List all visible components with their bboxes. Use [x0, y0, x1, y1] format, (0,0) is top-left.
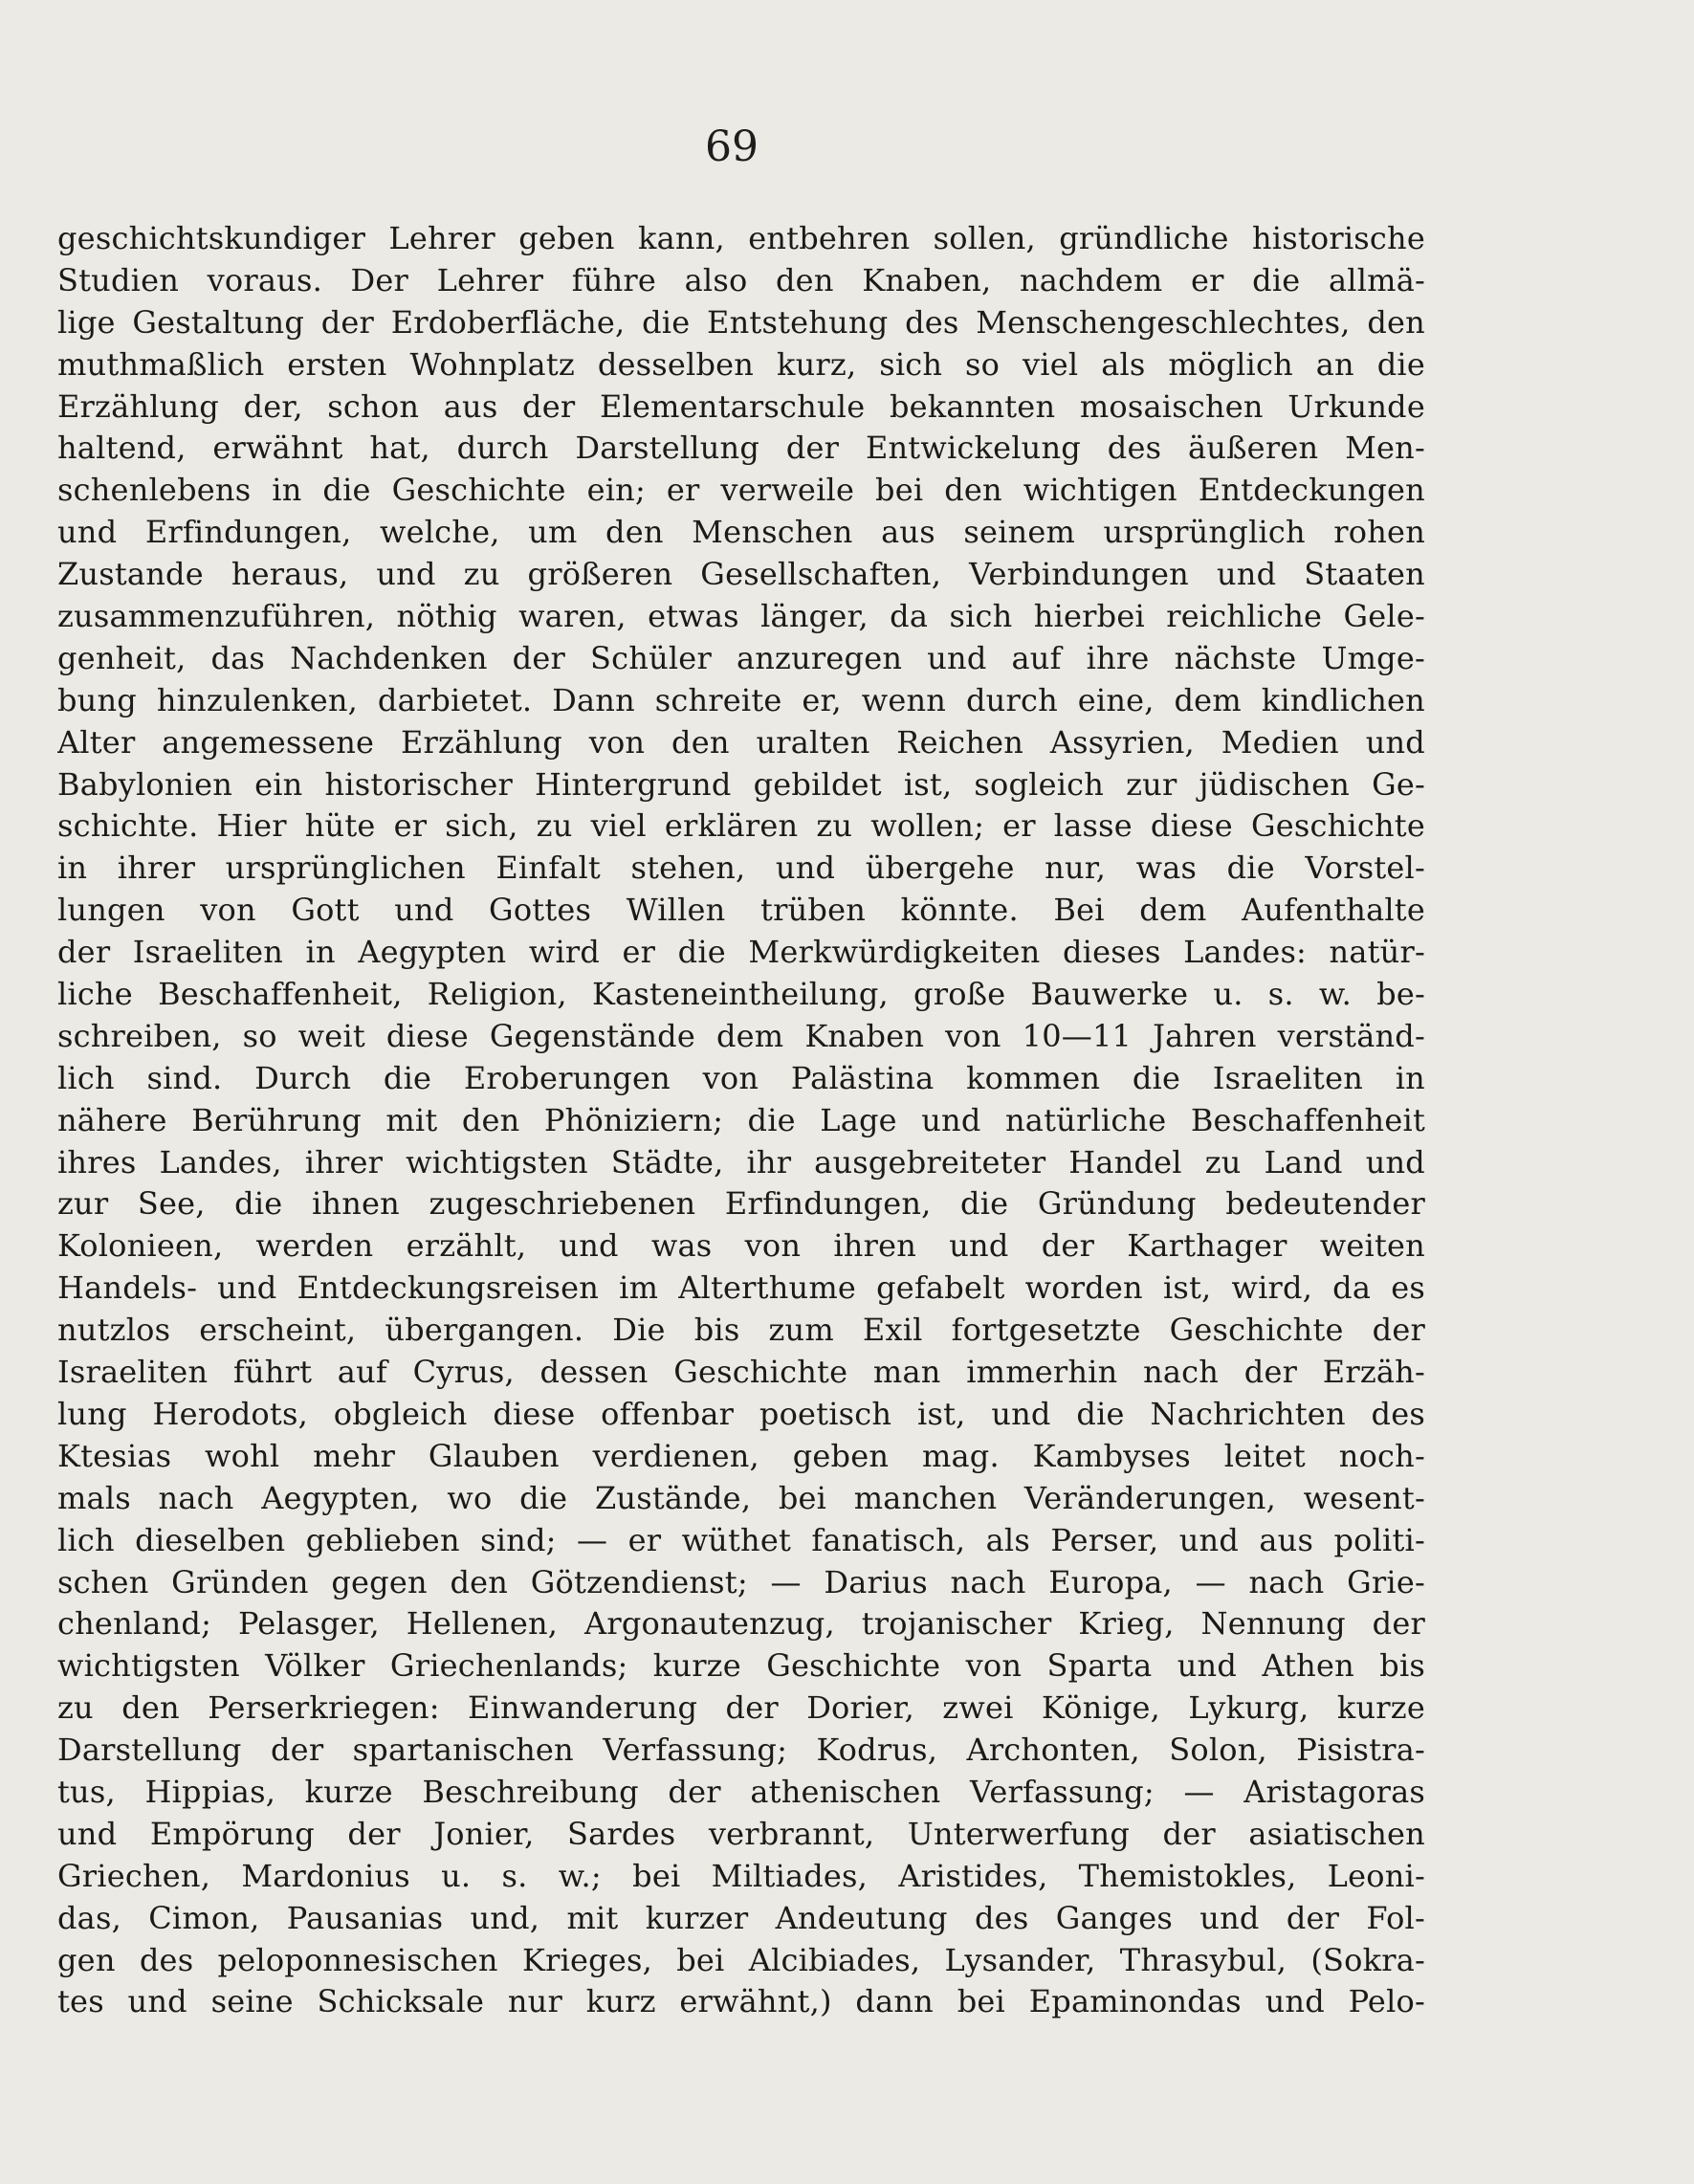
text-line: Studien voraus. Der Lehrer führe also den Knaben, nachdem er die allmä-	[57, 261, 1425, 298]
text-line: liche Beschaffenheit, Religion, Kasteneintheilung, große Bauwerke u. s. w. be-	[57, 976, 1425, 1013]
text-line: Griechen, Mardonius u. s. w.; bei Miltiades, Aristides, Themistokles, Leoni-	[57, 1857, 1425, 1894]
text-line: mals nach Aegypten, wo die Zustände, bei manchen Veränderungen, wesent-	[57, 1479, 1425, 1516]
text-line: Handels- und Entdeckungsreisen im Alterthume gefabelt worden ist, wird, da es	[57, 1269, 1425, 1307]
body-text	[57, 218, 1425, 2023]
text-line: nutzlos erscheint, übergangen. Die bis zum Exil fortgesetzte Geschichte der	[57, 1312, 1425, 1349]
text-line: haltend, erwähnt hat, durch Darstellung der Entwickelung des äußeren Men-	[57, 430, 1425, 467]
text-line: lung Herodots, obgleich diese offenbar poetisch ist, und die Nachrichten des	[57, 1395, 1425, 1432]
text-line: schreiben, so weit diese Gegenstände dem Knaben von 10—11 Jahren verständ-	[57, 1017, 1425, 1054]
text-line: gen des peloponnesischen Krieges, bei Alcibiades, Lysander, Thrasybul, (Sokra-	[57, 1941, 1425, 1978]
text-line: ihres Landes, ihrer wichtigsten Städte, ihr ausgebreiteter Handel zu Land und	[57, 1143, 1425, 1180]
text-line: schichte. Hier hüte er sich, zu viel erklären zu wollen; er lasse diese Geschichte	[57, 807, 1425, 845]
text-line: Israeliten führt auf Cyrus, dessen Geschichte man immerhin nach der Erzäh-	[57, 1354, 1425, 1391]
text-line: genheit, das Nachdenken der Schüler anzuregen und auf ihre nächste Umge-	[57, 639, 1425, 676]
text-line: lich dieselben geblieben sind; — er wüthet fanatisch, als Perser, und aus politi-	[57, 1521, 1425, 1558]
text-line: schen Gründen gegen den Götzendienst; — Darius nach Europa, — nach Grie-	[57, 1563, 1425, 1600]
text-line: bung hinzulenken, darbietet. Dann schreite er, wenn durch eine, dem kindlichen	[57, 681, 1425, 718]
text-line: Kolonieen, werden erzählt, und was von ihren und der Karthager weiten	[57, 1227, 1425, 1265]
text-line: schenlebens in die Geschichte ein; er verweile bei den wichtigen Entdeckungen	[57, 472, 1425, 509]
text-line: lige Gestaltung der Erdoberfläche, die Entstehung des Menschengeschlechtes, den	[57, 303, 1425, 341]
page-number: 69	[705, 122, 759, 171]
text-line: chenland; Pelasger, Hellenen, Argonautenzug, trojanischer Krieg, Nennung der	[57, 1605, 1425, 1643]
text-line: Darstellung der spartanischen Verfassung; Kodrus, Archonten, Solon, Pisistra-	[57, 1732, 1425, 1769]
text-line: Erzählung der, schon aus der Elementarschule bekannten mosaischen Urkunde	[57, 387, 1425, 425]
text-line: in ihrer ursprünglichen Einfalt stehen, und übergehe nur, was die Vorstel-	[57, 849, 1425, 887]
text-line: tus, Hippias, kurze Beschreibung der athenischen Verfassung; — Aristagoras	[57, 1773, 1425, 1810]
text-line: Zustande heraus, und zu größeren Gesellschaften, Verbindungen und Staaten	[57, 556, 1425, 593]
text-line: und Erfindungen, welche, um den Menschen aus seinem ursprünglich rohen	[57, 514, 1425, 551]
text-line: wichtigsten Völker Griechenlands; kurze Geschichte von Sparta und Athen bis	[57, 1647, 1425, 1685]
text-line: zu den Perserkriegen: Einwanderung der Dorier, zwei Könige, Lykurg, kurze	[57, 1689, 1425, 1727]
text-line: lungen von Gott und Gottes Willen trüben könnte. Bei dem Aufenthalte	[57, 892, 1425, 929]
text-line: zusammenzuführen, nöthig waren, etwas länger, da sich hierbei reichliche Gele-	[57, 598, 1425, 635]
text-line: der Israeliten in Aegypten wird er die Merkwürdigkeiten dieses Landes: natür-	[57, 934, 1425, 971]
text-line: muthmaßlich ersten Wohnplatz desselben kurz, sich so viel als möglich an die	[57, 345, 1425, 383]
text-line: nähere Berührung mit den Phöniziern; die Lage und natürliche Beschaffenheit	[57, 1101, 1425, 1138]
text-line: Babylonien ein historischer Hintergrund gebildet ist, sogleich zur jüdischen Ge-	[57, 765, 1425, 803]
text-line: geschichtskundiger Lehrer geben kann, entbehren sollen, gründliche historische	[57, 220, 1425, 256]
text-line: Ktesias wohl mehr Glauben verdienen, geben mag. Kambyses leitet noch-	[57, 1437, 1425, 1474]
text-line: das, Cimon, Pausanias und, mit kurzer Andeutung des Ganges und der Fol-	[57, 1899, 1425, 1936]
text-line: Alter angemessene Erzählung von den uralten Reichen Assyrien, Medien und	[57, 723, 1425, 761]
text-line: und Empörung der Jonier, Sardes verbrannt, Unterwerfung der asiatischen	[57, 1815, 1425, 1852]
text-line: zur See, die ihnen zugeschriebenen Erfindungen, die Gründung bedeutender	[57, 1185, 1425, 1223]
text-line: lich sind. Durch die Eroberungen von Palästina kommen die Israeliten in	[57, 1059, 1425, 1096]
text-line: tes und seine Schicksale nur kurz erwähnt,) dann bei Epaminondas und Pelo-	[57, 1983, 1425, 2020]
